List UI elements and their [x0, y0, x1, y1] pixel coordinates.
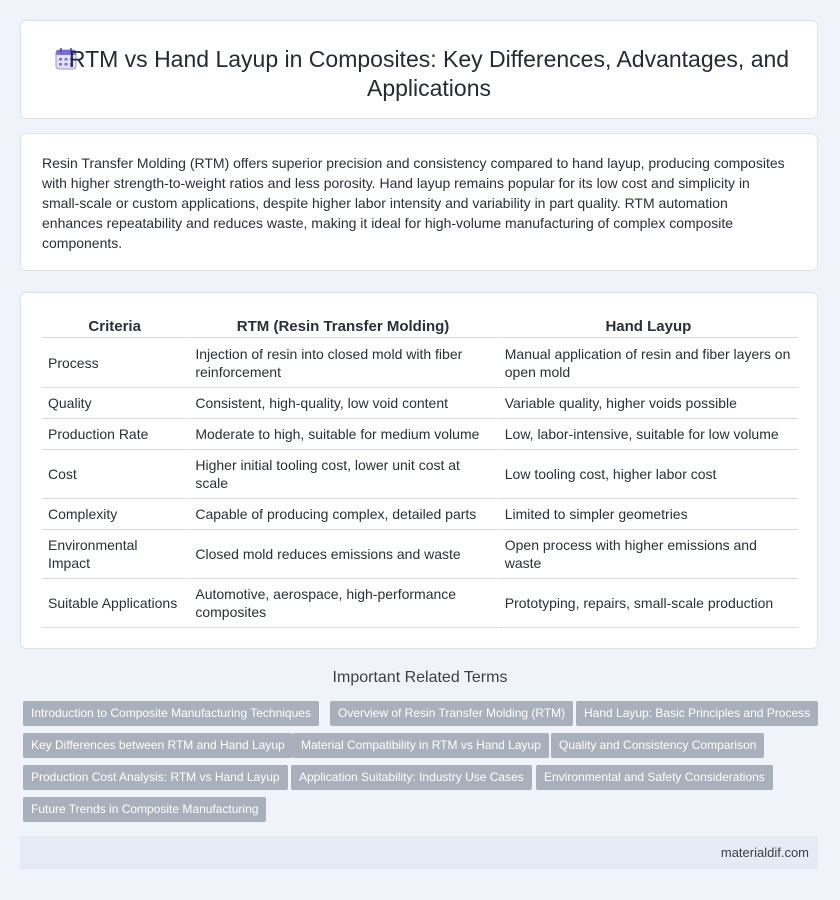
related-term-tag[interactable]: Application Suitability: Industry Use Cases	[291, 765, 532, 790]
table-cell: Moderate to high, suitable for medium volume	[189, 419, 498, 450]
related-term-tag[interactable]: Overview of Resin Transfer Molding (RTM)	[330, 701, 573, 726]
table-row	[42, 530, 798, 579]
table-cell: Cost	[42, 450, 189, 499]
header-card	[20, 20, 818, 119]
related-term-tag[interactable]: Hand Layup: Basic Principles and Process	[576, 701, 818, 726]
table-cell: Automotive, aerospace, high-performance composites	[189, 579, 498, 628]
intro-paragraph: Resin Transfer Molding (RTM) offers superior precision and consistency compared to hand layup, producing composites with higher strength-to-weight ratios and less porosity. Hand layup remains popular for its low cost and simplicity in small-scale or custom applications, despite higher labor intensity and variability in part quality. RTM automation enhances repeatability and reduces waste, making it ideal for high-volume manufacturing of complex composite components.	[42, 155, 785, 251]
comparison-card	[20, 292, 818, 649]
related-term-tag[interactable]: Production Cost Analysis: RTM vs Hand Layup	[23, 765, 288, 790]
table-cell: Higher initial tooling cost, lower unit cost at scale	[189, 450, 498, 499]
table-cell: Consistent, high-quality, low void content	[189, 388, 498, 419]
table-cell: Capable of producing complex, detailed parts	[189, 499, 498, 530]
table-row	[42, 419, 798, 450]
table-cell: Prototyping, repairs, small-scale production	[499, 579, 798, 628]
table-cell: Quality	[42, 388, 189, 419]
table-cell: Manual application of resin and fiber layers on open mold	[499, 338, 798, 388]
table-cell: Injection of resin into closed mold with fiber reinforcement	[189, 338, 498, 388]
table-cell: Process	[42, 338, 189, 388]
table-row	[42, 450, 798, 499]
table-cell: Production Rate	[42, 419, 189, 450]
related-term-tag[interactable]: Quality and Consistency Comparison	[551, 733, 764, 758]
table-row	[42, 338, 798, 388]
related-terms-title: Important Related Terms	[332, 669, 508, 686]
page-title: RTM vs Hand Layup in Composites: Key Differences, Advantages, and Applications	[68, 46, 790, 101]
related-term-tag[interactable]: Material Compatibility in RTM vs Hand Layup	[293, 733, 549, 758]
related-term-tag[interactable]: Future Trends in Composite Manufacturing	[23, 797, 266, 822]
table-cell: Suitable Applications	[42, 579, 189, 628]
table-row	[42, 499, 798, 530]
table-cell: Low, labor-intensive, suitable for low volume	[499, 419, 798, 450]
table-row	[42, 388, 798, 419]
table-cell: Low tooling cost, higher labor cost	[499, 450, 798, 499]
table-cell: Environmental Impact	[42, 530, 189, 579]
table-header-row	[42, 316, 798, 338]
table-cell: Open process with higher emissions and waste	[499, 530, 798, 579]
table-row	[42, 579, 798, 628]
table-header-rtm: RTM (Resin Transfer Molding)	[189, 316, 498, 338]
related-term-tag[interactable]: Key Differences between RTM and Hand Layup	[23, 733, 293, 758]
table-cell: Limited to simpler geometries	[499, 499, 798, 530]
related-term-tag[interactable]: Introduction to Composite Manufacturing Techniques	[23, 701, 319, 726]
related-term-tag[interactable]: Environmental and Safety Considerations	[536, 765, 773, 790]
footer-site-link[interactable]: materialdif.com	[720, 845, 809, 860]
table-header-criteria: Criteria	[42, 316, 189, 338]
table-cell: Closed mold reduces emissions and waste	[189, 530, 498, 579]
intro-card	[20, 133, 818, 271]
table-cell: Variable quality, higher voids possible	[499, 388, 798, 419]
footer	[20, 836, 818, 869]
comparison-table	[42, 316, 798, 628]
table-cell: Complexity	[42, 499, 189, 530]
table-header-hand-layup: Hand Layup	[499, 316, 798, 338]
